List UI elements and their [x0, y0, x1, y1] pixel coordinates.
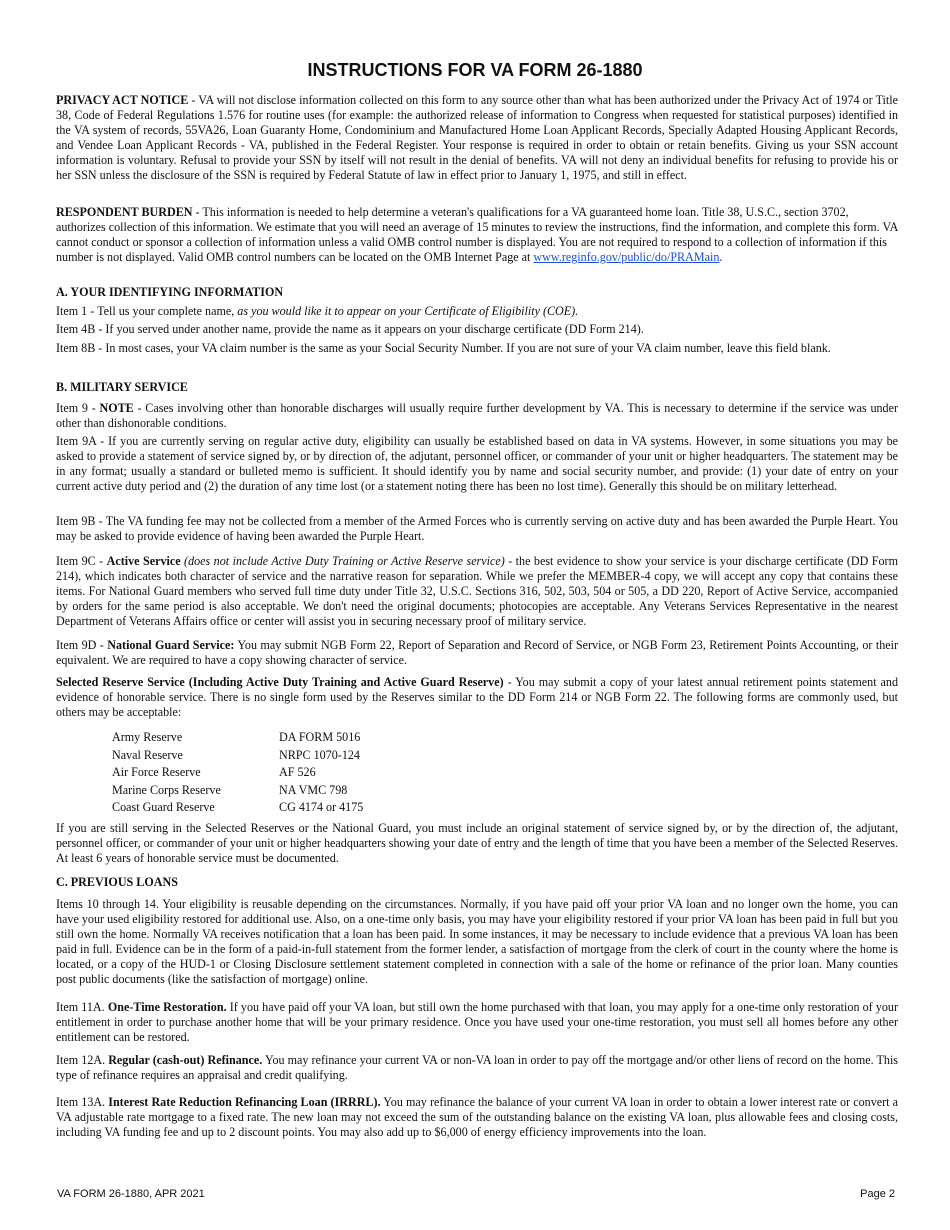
reserve-form-number: DA FORM 5016	[279, 730, 361, 744]
still-serving: If you are still serving in the Selected Reserves or the National Guard, you must include an original statement of service signed by, or by the direction of, the adjutant, personnel officer, or commander of your unit or higher headquarters showing your date of entry and the length of time that you have been a member of the Selected Reserves. At least 6 years of honorable service must be documented.	[56, 821, 898, 865]
item-13a-text: You may refinance the balance of your current VA loan in order to obtain a lower interest rate or convert a VA adjustable rate mortgage to a fixed rate. The new loan may not exceed the sum of the outstanding balance on the existing VA loan, plus allowable fees and closing costs, including VA funding fee and up to 2 discount points. You may also add up to $6,000 of energy efficiency improvements into the loan.	[56, 1095, 898, 1139]
item-9c-italic: (does not include Active Duty Training or Active Reserve service)	[180, 554, 505, 568]
item-11a	[56, 1000, 898, 1045]
item-9c-text: - the best evidence to show your service is your discharge certificate (DD Form 214), which indicates both character of service and the narrative reason for separation. While we prefer the MEMBER-4 copy, we will accept any copy that contains these items. For National Guard members who served full time duty under Title 32, U.S.C. Sections 316, 502, 503, 504 or 505, a DD 220, Report of Active Service, accompanied by orders for the same period is also acceptable. We don't need the original documents; photocopies are acceptable. Any Veterans Services Representative in the nearest Department of Veterans Affairs office or center will assist you in securing necessary proof of military service.	[56, 554, 898, 628]
item-13a-prefix: Item 13A.	[56, 1095, 109, 1109]
reserve-form-number: NRPC 1070-124	[279, 747, 360, 762]
reserve-form-number: CG 4174 or 4175	[279, 800, 364, 815]
item-9-text: - Cases involving other than honorable discharges will usually require further development by VA. This is necessary to determine if the service was under other than dishonorable conditions.	[56, 401, 898, 430]
selected-reserve-bold: Selected Reserve Service (Including Active Duty Training and Active Guard Reserve)	[56, 675, 504, 689]
item-13a-bold: Interest Rate Reduction Refinancing Loan (IRRRL).	[108, 1095, 381, 1109]
privacy-text: - VA will not disclose information collected on this form to any source other than what has been authorized under the Privacy Act of 1974 or Title 38, Code of Federal Regulations 1.576 for routine uses (for example: the authorized release of information to Congress when requested for statistical purposes) identified in the VA system of records, 55VA26, Loan Guaranty Home, Condominium and Manufactured Home Loan Applicant Records, Specially Adapted Housing Applicant Records, and Vendee Loan Applicant Records - VA, published in the Federal Register. Your response is required in order to obtain or retain benefits. Giving us your SSN account information is voluntary. Refusal to provide your SSN by itself will not result in the denial of benefits. VA will not deny an individual benefits for refusing to provide his or her SSN unless the disclosure of the SSN is required by Federal Statute of law in effect prior to January 1, 1975, and still in effect.	[56, 93, 898, 182]
item-11a-text: If you have paid off your VA loan, but still own the home purchased with that loan, you may apply for a one-time only restoration of your entitlement in order to purchase another home that will be your primary residence. Once you have used your one-time restoration, you must sell all homes before any other entitlement can be restored.	[56, 1000, 898, 1044]
respondent-burden	[56, 205, 898, 265]
reserve-form-number: AF 526	[279, 765, 316, 780]
reserve-branch: Marine Corps Reserve	[112, 782, 221, 797]
item-12a-prefix: Item 12A.	[56, 1053, 109, 1067]
item-9b: Item 9B - The VA funding fee may not be collected from a member of the Armed Forces who is currently serving on active duty and has been awarded the Purple Heart. You may be asked to provide evidence of having been awarded the Purple Heart.	[56, 514, 898, 543]
section-a-heading: A. YOUR IDENTIFYING INFORMATION	[56, 285, 284, 299]
burden-text: - This information is needed to help determine a veteran's qualifications for a VA guaranteed home loan. Title 38, U.S.C., section 3702, authorizes collection of this information. We estimate that you will need an average of 15 minutes to review the instructions, find the information, and complete this form. VA cannot conduct or sponsor a collection of information unless a valid OMB control number is displayed. You are not required to respond to a collection of information if this number is not displayed. Valid OMB control numbers can be located on the OMB Internet Page at	[56, 205, 898, 264]
item-12a	[56, 1053, 898, 1083]
item-9c-bold: Active Service	[106, 554, 181, 568]
item-11a-bold: One-Time Restoration.	[107, 1000, 227, 1014]
footer-form-id: VA FORM 26-1880, APR 2021	[57, 1188, 205, 1200]
item-8b: Item 8B - In most cases, your VA claim number is the same as your Social Security Number. If you are not sure of your VA claim number, leave this field blank.	[56, 341, 831, 355]
item-11a-prefix: Item 11A.	[56, 1000, 108, 1014]
reserve-form-row	[112, 764, 363, 782]
reserve-branch: Naval Reserve	[112, 747, 183, 762]
item-1-italic: as you would like it to appear on your Certificate of Eligibility (COE).	[237, 304, 579, 318]
page-title: INSTRUCTIONS FOR VA FORM 26-1880	[307, 60, 643, 80]
selected-reserve-text: - You may submit a copy of your latest annual retirement points statement and evidence of honorable service. There is no single form used by the Reserves similar to the DD Form 214 or NGB Form 22. The following forms are commonly used, but others may be acceptable:	[56, 675, 898, 719]
reserve-form-row	[112, 747, 363, 765]
item-9-prefix: Item 9 -	[56, 401, 100, 415]
item-9d-text: You may submit NGB Form 22, Report of Separation and Record of Service, or NGB Form 23, Retirement Points Accounting, or their equivalent. We are required to have a copy showing character of service.	[56, 638, 898, 667]
reserve-form-row	[112, 799, 363, 817]
item-9d-bold: National Guard Service:	[107, 638, 235, 652]
reserve-form-row	[112, 729, 363, 747]
item-9d-prefix: Item 9D -	[56, 638, 108, 652]
footer-page-number: Page 2	[860, 1188, 895, 1200]
item-1-text: Item 1 - Tell us your complete name,	[56, 304, 238, 318]
item-12a-text: You may refinance your current VA or non-VA loan in order to pay off the mortgage and/or other liens of record on the home. This type of refinance requires an appraisal and credit qualifying.	[56, 1053, 899, 1082]
item-12a-bold: Regular (cash-out) Refinance.	[108, 1053, 263, 1067]
selected-reserve-service	[56, 675, 898, 720]
section-c-heading: C. PREVIOUS LOANS	[56, 875, 178, 889]
privacy-act-notice	[56, 93, 898, 183]
item-9c-prefix: Item 9C -	[56, 554, 107, 568]
item-9a: Item 9A - If you are currently serving on regular active duty, eligibility can usually be established based on data in VA systems. However, in some situations you may be asked to provide a statement of service signed by, or by direction of, the adjutant, personnel officer, or commander of your unit or higher headquarters. The statement may be in any format; usually a standard or bulleted memo is sufficient. It should identify you by name and social security number, and provide: (1) your date of entry on your current active duty period and (2) the duration of any time lost (or a statement noting there has been no lost time). Generally this should be on military letterhead.	[56, 434, 898, 493]
items-10-14: Items 10 through 14. Your eligibility is reusable depending on the circumstances. Normally, if you have paid off your prior VA loan and no longer own the home, you can have your used eligibility restored for additional use. Also, on a one-time only basis, you may have your eligibility restored if your prior VA loan has been paid in full but you still own the home. Normally VA receives notification that a loan has been paid. In some instances, it may be necessary to include evidence that a previous VA loan has been paid in full. Evidence can be in the form of a paid-in-full statement from the former lender, a satisfaction of mortgage from the clerk of court in the county where the home is located, or a copy of the HUD-1 or Closing Disclosure settlement statement completed in connection with a sale of the home or refinance of the prior loan. Many counties post public documents (like the satisfaction of mortgage) online.	[56, 897, 898, 986]
item-9d	[56, 638, 898, 668]
burden-end: .	[719, 250, 723, 264]
reserve-branch: Coast Guard Reserve	[112, 800, 215, 815]
section-b-heading: B. MILITARY SERVICE	[56, 380, 188, 394]
burden-label: RESPONDENT BURDEN	[56, 205, 193, 219]
item-1	[56, 304, 898, 319]
item-13a	[56, 1095, 898, 1140]
privacy-label: PRIVACY ACT NOTICE	[56, 93, 189, 107]
reserve-branch: Army Reserve	[112, 730, 183, 744]
reserve-form-number: NA VMC 798	[279, 782, 348, 797]
item-4b: Item 4B - If you served under another name, provide the name as it appears on your discharge certificate (DD Form 214).	[56, 322, 644, 336]
item-9c	[56, 554, 898, 629]
reserve-form-row	[112, 782, 363, 800]
reserve-forms-table	[112, 729, 363, 817]
pra-link[interactable]: www.reginfo.gov/public/do/PRAMain	[533, 250, 720, 264]
item-9	[56, 401, 898, 431]
item-9-note: NOTE	[99, 401, 134, 415]
reserve-branch: Air Force Reserve	[112, 765, 201, 780]
